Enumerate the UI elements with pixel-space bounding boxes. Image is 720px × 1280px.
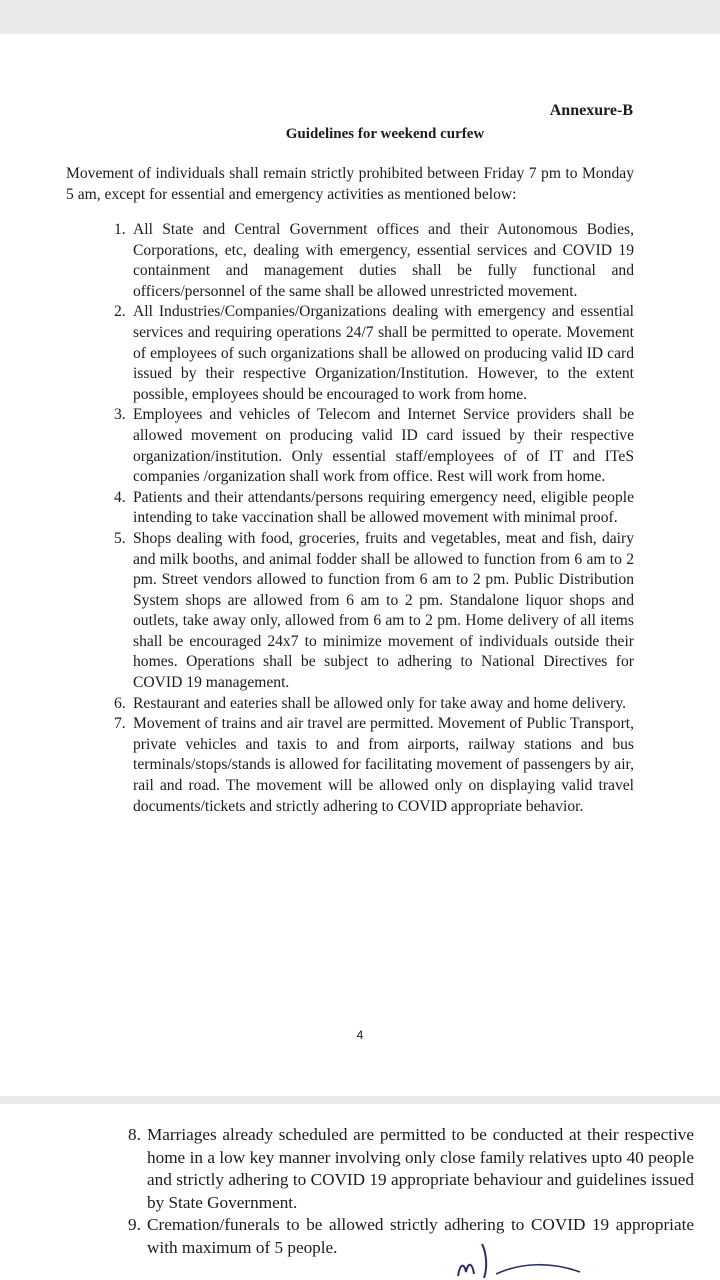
item-text: All Industries/Companies/Organizations dealing with emergency and essential services and requiring operations 24/7 shall be permitted to operate. Movement of employees of such organizations shall be allowed on producing valid ID card issued by their respective Organization/Institution. However, to the extent possible, employees should be encouraged to work from home. bbox=[133, 303, 634, 403]
item-text: Cremation/funerals to be allowed strictly adhering to COVID 19 appropriate with maximum of 5 people. bbox=[147, 1215, 694, 1257]
list-item bbox=[114, 488, 634, 529]
document-page-2 bbox=[0, 1104, 720, 1280]
item-text: Employees and vehicles of Telecom and Internet Service providers shall be allowed movement on producing valid ID card issued by their respective organization/institution. Only essential staff/employees of of IT and ITeS companies /organization shall work from office. Rest will work from home. bbox=[133, 406, 634, 486]
item-text: Movement of trains and air travel are permitted. Movement of Public Transport, private vehicles and taxis to and from airports, railway stations and bus terminals/stops/stands is allowed for facilitating movement of passengers by air, rail and road. The movement will be allowed only on displaying valid travel documents/tickets and strictly adhering to COVID appropriate behavior. bbox=[133, 715, 634, 815]
item-number: 4. bbox=[114, 488, 126, 506]
item-number: 6. bbox=[114, 694, 126, 712]
annexure-label: Annexure-B bbox=[549, 102, 633, 119]
item-number: 8. bbox=[128, 1125, 141, 1144]
item-number: 9. bbox=[128, 1215, 141, 1235]
list-item bbox=[114, 694, 634, 715]
guidelines-list-continued bbox=[128, 1124, 694, 1260]
document-title: Guidelines for weekend curfew bbox=[285, 126, 485, 142]
list-item bbox=[114, 302, 634, 405]
list-item bbox=[128, 1124, 694, 1214]
item-number: 1. bbox=[114, 221, 126, 238]
item-text: Restaurant and eateries shall be allowed only for take away and home delivery. bbox=[133, 694, 627, 712]
list-item bbox=[114, 714, 634, 817]
list-item bbox=[114, 405, 634, 487]
item-text: All State and Central Government offices and their Autonomous Bodies, Corporations, etc, dealing with emergency, essential services and COVID 19 containment and management duties shall be fully functional and officers/personnel of the same shall be allowed unrestricted movement. bbox=[133, 221, 634, 300]
item-text: Shops dealing with food, groceries, fruits and vegetables, meat and fish, dairy and milk booths, and animal fodder shall be allowed to function from 6 am to 2 pm. Street vendors allowed to function from 6 am to 2 pm. Public Distribution System shops are allowed from 6 am to 2 pm. Standalone liquor shops and outlets, take away only, allowed from 6 am to 2 pm. Home delivery of all items shall be encouraged 24x7 to minimize movement of individuals outside their homes. Operations shall be subject to adhering to National Directives for COVID 19 management. bbox=[133, 529, 634, 692]
item-text: Marriages already scheduled are permitted to be conducted at their respective home in a low key manner involving only close family relatives upto 40 people and strictly adhering to COVID 19 appropriate behaviour and guidelines issued by State Government. bbox=[147, 1125, 694, 1212]
item-number: 5. bbox=[114, 529, 126, 547]
list-item bbox=[114, 529, 634, 694]
item-number: 2. bbox=[114, 303, 126, 321]
list-item bbox=[114, 220, 634, 302]
signature-scribble bbox=[452, 1232, 582, 1280]
item-text: Patients and their attendants/persons requiring emergency need, eligible people intending to take vaccination shall be allowed movement with minimal proof. bbox=[133, 488, 634, 527]
page-number: 4 bbox=[356, 1028, 364, 1042]
item-number: 7. bbox=[114, 715, 126, 733]
guidelines-list bbox=[114, 220, 634, 817]
list-item bbox=[128, 1214, 694, 1259]
document-page-1 bbox=[0, 34, 720, 1096]
intro-paragraph: Movement of individuals shall remain strictly prohibited between Friday 7 pm to Monday 5 am, except for essential and emergency activities as mentioned below: bbox=[66, 165, 634, 203]
item-number: 3. bbox=[114, 406, 126, 424]
